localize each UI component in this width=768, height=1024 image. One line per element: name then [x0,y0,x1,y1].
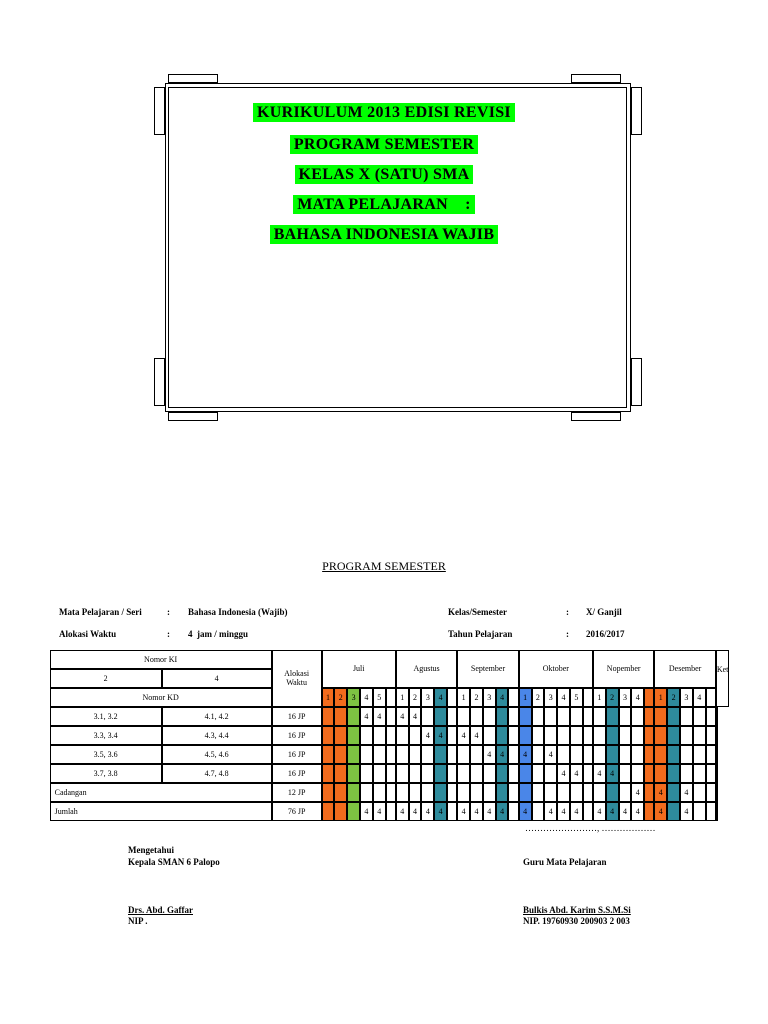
week-number: 2 [409,688,422,707]
week-spacer [644,707,654,726]
week-cell [496,764,509,783]
week-cell [470,745,483,764]
row-label: Cadangan [50,783,272,802]
week-cell [680,726,693,745]
cover-title-text: PROGRAM SEMESTER [290,135,478,154]
week-cell [434,783,447,802]
week-cell: 4 [470,802,483,821]
week-spacer [508,688,518,707]
week-spacer [447,726,457,745]
week-cell [519,707,532,726]
date-dots: ……………………, ……………… [525,823,656,833]
week-cell [593,745,606,764]
week-cell [532,745,545,764]
week-spacer [706,802,716,821]
week-cell: 4 [360,707,373,726]
week-cell [680,745,693,764]
week-cell: 4 [631,802,644,821]
week-cell: 4 [519,802,532,821]
week-cell [483,707,496,726]
week-spacer [386,745,396,764]
week-cell [680,764,693,783]
week-cell [519,726,532,745]
week-cell [693,707,706,726]
row-kd2: 3.5, 3.6 [50,745,162,764]
row-kd4: 4.5, 4.6 [162,745,272,764]
week-cell [347,726,360,745]
week-cell [409,783,422,802]
week-cell [322,802,335,821]
week-cell [693,745,706,764]
week-cell [483,783,496,802]
guru-title: Guru Mata Pelajaran [523,857,607,867]
week-cell: 4 [434,726,447,745]
week-number: 1 [519,688,532,707]
week-cell: 4 [606,802,619,821]
week-spacer [508,707,518,726]
header-month: Agustus [396,650,457,688]
week-cell: 4 [496,745,509,764]
header-month: Oktober [519,650,593,688]
week-number: 3 [421,688,434,707]
week-cell: 4 [373,802,386,821]
week-cell [570,726,583,745]
week-number: 4 [360,688,373,707]
week-cell [557,707,570,726]
alokasi-value: 4 jam / minggu [188,629,249,639]
row-ket [716,764,718,783]
kepala-title: Kepala SMAN 6 Palopo [128,857,220,867]
week-cell: 4 [470,726,483,745]
kelas-value: X/ Ganjil [586,607,622,617]
week-cell: 4 [557,802,570,821]
row-ket [716,707,718,726]
week-cell [434,764,447,783]
week-cell [654,764,667,783]
week-cell [557,745,570,764]
cover-title-line [0,166,768,184]
header-month: Nopember [593,650,654,688]
week-cell [593,783,606,802]
row-ket [716,783,718,802]
frame-tab [571,74,621,83]
week-number: 1 [457,688,470,707]
header-ket: Ket [716,650,730,707]
week-cell [654,745,667,764]
week-spacer [386,783,396,802]
week-cell [434,745,447,764]
frame-tab [168,412,218,421]
week-cell [347,764,360,783]
cover-title-line [0,196,768,214]
header-ki-2: 2 [50,669,162,688]
mapel-colon: : [167,607,170,617]
tahun-value: 2016/2017 [586,629,625,639]
week-cell: 4 [396,802,409,821]
week-cell [409,764,422,783]
week-cell: 4 [593,802,606,821]
week-cell [544,764,557,783]
week-spacer [706,783,716,802]
week-cell [470,764,483,783]
week-cell [532,707,545,726]
row-alokasi: 16 JP [272,707,322,726]
week-number: 2 [334,688,347,707]
week-cell [532,764,545,783]
week-cell [360,726,373,745]
week-spacer [508,802,518,821]
mengetahui-text: Mengetahui [128,845,174,855]
week-cell: 4 [457,726,470,745]
cover-title-line [0,136,768,154]
week-cell [396,726,409,745]
week-spacer [706,726,716,745]
week-cell [667,745,680,764]
week-spacer [386,764,396,783]
week-cell [606,707,619,726]
week-spacer [386,726,396,745]
week-cell [334,707,347,726]
week-spacer [447,745,457,764]
row-alokasi: 16 JP [272,764,322,783]
week-cell [496,707,509,726]
week-spacer [447,707,457,726]
week-cell [347,745,360,764]
row-kd2: 3.7, 3.8 [50,764,162,783]
row-kd4: 4.7, 4.8 [162,764,272,783]
week-spacer [706,764,716,783]
week-cell [693,802,706,821]
week-number: 5 [373,688,386,707]
kepala-nip: NIP . [128,916,148,926]
row-kd2: 3.3, 3.4 [50,726,162,745]
week-cell: 4 [619,802,632,821]
week-spacer [386,802,396,821]
header-month: Juli [322,650,396,688]
week-cell [557,783,570,802]
week-spacer [447,764,457,783]
week-cell [360,764,373,783]
kelas-colon: : [566,607,569,617]
week-cell: 4 [570,802,583,821]
week-cell [322,745,335,764]
header-month: Desember [654,650,715,688]
week-spacer [706,707,716,726]
row-alokasi: 76 JP [272,802,322,821]
week-cell [606,726,619,745]
week-number: 4 [693,688,706,707]
row-ket [716,802,718,821]
week-cell [322,764,335,783]
week-cell: 4 [496,802,509,821]
row-kd4: 4.1, 4.2 [162,707,272,726]
week-number: 4 [631,688,644,707]
row-alokasi: 12 JP [272,783,322,802]
week-cell [496,783,509,802]
cover-title-text: KELAS X (SATU) SMA [295,165,474,184]
week-cell [667,783,680,802]
week-cell [619,783,632,802]
guru-nip: NIP. 19760930 200903 2 003 [523,916,630,926]
week-cell [347,707,360,726]
week-cell [619,726,632,745]
week-cell: 4 [421,802,434,821]
week-spacer [583,726,593,745]
mapel-value: Bahasa Indonesia (Wajib) [188,607,288,617]
week-number: 4 [496,688,509,707]
week-cell: 4 [457,802,470,821]
week-cell [457,783,470,802]
week-cell: 4 [544,802,557,821]
week-cell [631,745,644,764]
week-cell [544,783,557,802]
week-number: 3 [544,688,557,707]
week-number: 1 [593,688,606,707]
week-cell [593,726,606,745]
week-cell: 4 [631,783,644,802]
week-cell: 4 [654,802,667,821]
week-cell [667,764,680,783]
week-cell [322,707,335,726]
week-cell [519,764,532,783]
week-cell [532,802,545,821]
week-cell: 4 [409,707,422,726]
frame-tab [631,358,642,406]
row-kd2: 3.1, 3.2 [50,707,162,726]
week-spacer [386,707,396,726]
week-cell: 4 [373,707,386,726]
week-cell [334,764,347,783]
week-spacer [644,688,654,707]
week-cell [631,707,644,726]
week-cell [470,707,483,726]
week-cell [334,745,347,764]
week-cell [322,783,335,802]
week-spacer [447,688,457,707]
week-cell [667,802,680,821]
week-cell: 4 [483,745,496,764]
week-cell: 4 [680,783,693,802]
week-cell [680,707,693,726]
cover-title-text: BAHASA INDONESIA WAJIB [270,225,499,244]
week-spacer [583,764,593,783]
row-alokasi: 16 JP [272,726,322,745]
week-number: 3 [619,688,632,707]
week-cell [544,726,557,745]
week-cell: 4 [396,707,409,726]
week-spacer [583,802,593,821]
week-cell [532,783,545,802]
week-spacer [447,802,457,821]
week-spacer [644,802,654,821]
week-cell [334,783,347,802]
week-cell: 4 [483,802,496,821]
week-cell [434,707,447,726]
week-cell [667,707,680,726]
week-cell: 4 [434,802,447,821]
frame-tab [571,412,621,421]
week-number: 4 [434,688,447,707]
week-cell [557,726,570,745]
week-cell [532,726,545,745]
week-cell [457,707,470,726]
week-spacer [386,688,396,707]
week-spacer [508,783,518,802]
week-cell: 4 [680,802,693,821]
week-cell [693,764,706,783]
week-cell [322,726,335,745]
week-spacer [583,745,593,764]
week-cell [457,764,470,783]
mapel-label: Mata Pelajaran / Seri [59,607,142,617]
week-spacer [508,726,518,745]
week-cell [409,745,422,764]
week-cell [470,783,483,802]
week-cell [631,764,644,783]
week-number: 2 [606,688,619,707]
week-number: 1 [322,688,335,707]
week-cell [631,726,644,745]
week-cell [347,802,360,821]
week-cell [373,745,386,764]
week-cell [693,783,706,802]
week-spacer [644,745,654,764]
row-ket [716,745,718,764]
kepala-name: Drs. Abd. Gaffar [128,905,193,915]
week-cell [373,726,386,745]
week-cell [654,707,667,726]
week-number: 2 [532,688,545,707]
week-cell [606,783,619,802]
week-cell [334,802,347,821]
week-cell [360,745,373,764]
week-number: 5 [570,688,583,707]
week-spacer [508,764,518,783]
week-cell [396,745,409,764]
row-alokasi: 16 JP [272,745,322,764]
cover-title-text: KURIKULUM 2013 EDISI REVISI [253,103,515,122]
tahun-label: Tahun Pelajaran [448,629,513,639]
week-spacer [644,726,654,745]
cover-title-text: MATA PELAJARAN : [293,195,475,214]
row-kd4: 4.3, 4.4 [162,726,272,745]
week-cell: 4 [593,764,606,783]
week-cell [421,707,434,726]
cover-title-line [0,104,768,122]
alokasi-label: Alokasi Waktu [59,629,117,639]
week-cell: 4 [409,802,422,821]
week-cell [593,707,606,726]
week-cell [496,726,509,745]
week-spacer [706,688,716,707]
schedule-table [50,650,729,840]
week-spacer [447,783,457,802]
guru-name: Bulkis Abd. Karim S.S.M.Si [523,905,631,915]
row-ket [716,726,718,745]
week-cell [570,783,583,802]
week-cell: 4 [519,745,532,764]
week-number: 1 [654,688,667,707]
header-nomor-ki: Nomor KI [50,650,272,669]
week-cell [619,745,632,764]
week-cell [483,726,496,745]
week-cell [570,707,583,726]
header-alokasi: Alokasi Waktu [272,650,322,707]
week-cell [396,764,409,783]
week-spacer [706,745,716,764]
week-spacer [583,707,593,726]
week-spacer [644,764,654,783]
week-cell [619,764,632,783]
kelas-label: Kelas/Semester [448,607,507,617]
week-cell [619,707,632,726]
week-cell: 4 [570,764,583,783]
alokasi-colon: : [167,629,170,639]
week-cell [347,783,360,802]
week-cell [396,783,409,802]
frame-tab [154,358,165,406]
week-spacer [644,783,654,802]
tahun-colon: : [566,629,569,639]
week-cell [606,745,619,764]
week-number: 3 [347,688,360,707]
week-cell: 4 [654,783,667,802]
program-title: PROGRAM SEMESTER [322,559,446,573]
week-cell [373,764,386,783]
week-cell [373,783,386,802]
week-cell [667,726,680,745]
week-spacer [583,783,593,802]
week-cell [483,764,496,783]
week-cell: 4 [360,802,373,821]
header-ki-4: 4 [162,669,272,688]
week-cell: 4 [544,745,557,764]
week-cell [693,726,706,745]
week-cell [421,745,434,764]
week-cell [544,707,557,726]
week-number: 4 [557,688,570,707]
week-spacer [508,745,518,764]
week-cell [421,764,434,783]
week-number: 2 [667,688,680,707]
header-nomor-kd: Nomor KD [50,688,272,707]
cover-title-line [0,226,768,244]
week-cell [421,783,434,802]
week-cell [519,783,532,802]
row-label: Jumlah [50,802,272,821]
week-number: 3 [680,688,693,707]
week-cell: 4 [606,764,619,783]
week-cell [654,726,667,745]
week-cell [360,783,373,802]
week-cell: 4 [421,726,434,745]
week-cell [570,745,583,764]
week-number: 2 [470,688,483,707]
week-number: 3 [483,688,496,707]
week-cell [334,726,347,745]
week-cell [409,726,422,745]
frame-tab [168,74,218,83]
week-spacer [583,688,593,707]
week-cell [457,745,470,764]
header-month: September [457,650,518,688]
week-number: 1 [396,688,409,707]
week-cell: 4 [557,764,570,783]
